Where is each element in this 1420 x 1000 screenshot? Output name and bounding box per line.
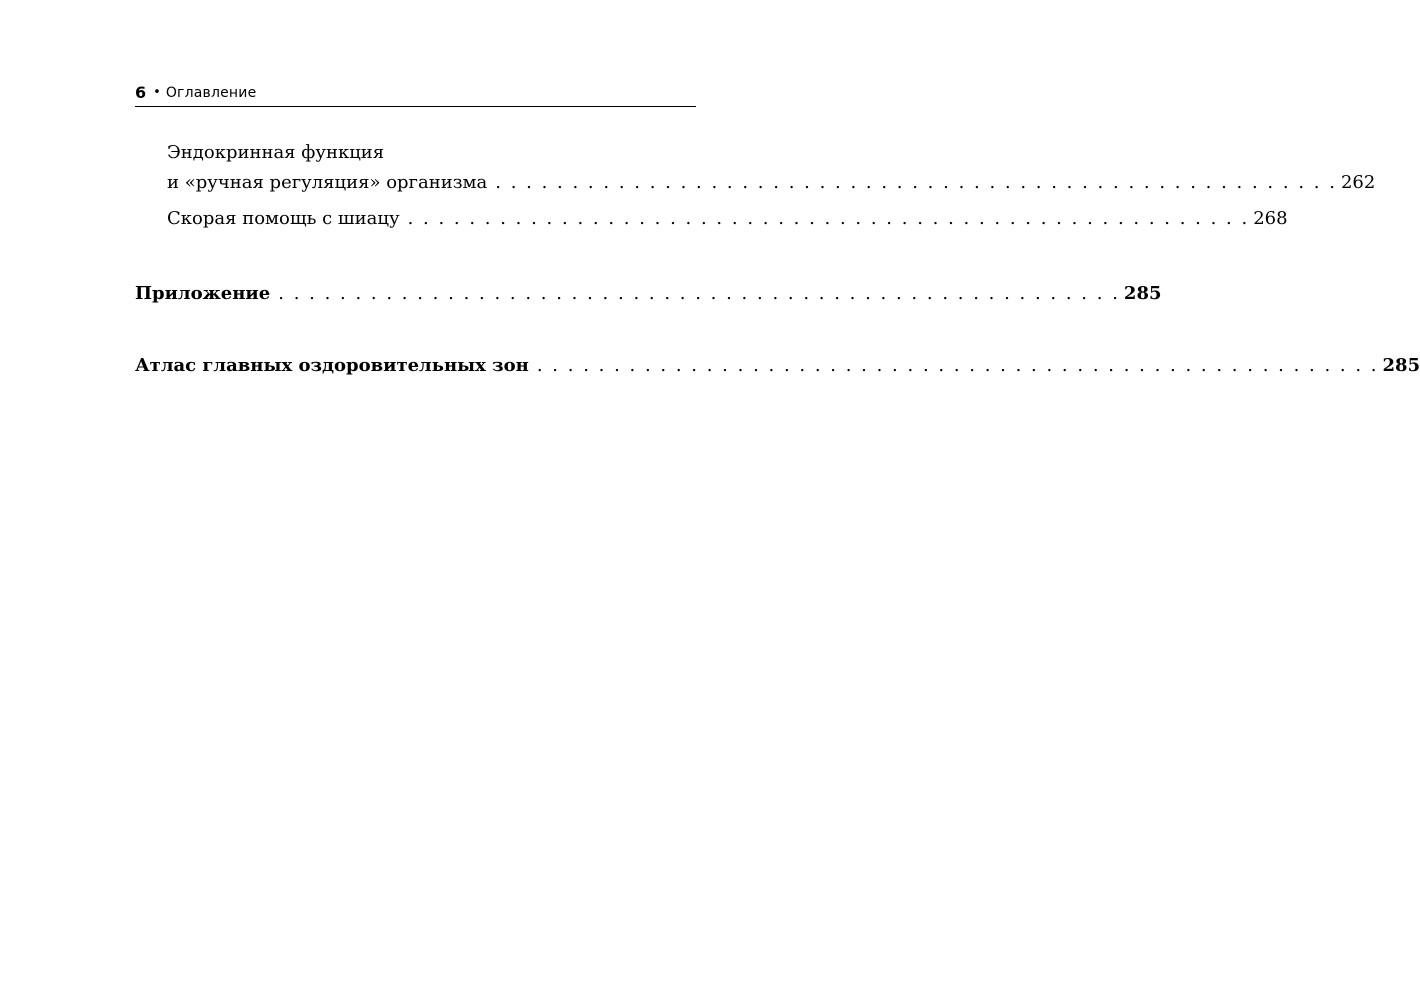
section-name: Оглавление (165, 85, 257, 101)
toc-entry-line (135, 279, 1162, 309)
toc-entry-title: и «ручная регуляция» организма (167, 172, 488, 193)
toc-entry-line (135, 351, 1420, 381)
header-rule (135, 106, 696, 107)
toc-entry-line2 (167, 168, 1376, 198)
running-header (135, 81, 696, 105)
toc-entry-title-line1 (167, 138, 696, 168)
page-number: 6 (135, 83, 147, 102)
toc-entry-page: 268 (1253, 208, 1288, 229)
dot-leader: . . . . . . . . . . . . . . . . . . . . . . . . . . . . . . . . . . . . . . . . . . . . . . . . . . . . . . . (278, 283, 1120, 304)
toc-entry-atlas (135, 351, 1420, 381)
toc-entry-endocrine (167, 138, 1376, 198)
toc-entry-title: Скорая помощь с шиацу (167, 208, 400, 229)
bullet-separator: • (153, 85, 161, 100)
dot-leader: . . . . . . . . . . . . . . . . . . . . . . . . . . . . . . . . . . . . . . . . . . . . . . . . . . . . . . . (536, 355, 1379, 376)
toc-entry-title: Приложение (135, 283, 271, 304)
toc-entry-page: 285 (1382, 355, 1420, 376)
toc-entry-page: 262 (1340, 172, 1376, 193)
toc-entry-appendix (135, 279, 1162, 309)
toc-entry-title: Эндокринная функция (167, 142, 385, 163)
dot-leader: . . . . . . . . . . . . . . . . . . . . . . . . . . . . . . . . . . . . . . . . . . . . . . . . . . . . . . . (407, 208, 1250, 229)
toc-entry-title: Атлас главных оздоровительных зон (135, 355, 529, 376)
toc-entry-line (167, 204, 1288, 234)
toc-entry-shiatsu (167, 204, 1288, 234)
toc-entry-page: 285 (1123, 283, 1162, 304)
dot-leader: . . . . . . . . . . . . . . . . . . . . . . . . . . . . . . . . . . . . . . . . . . . . . . . . . . . . . . . (495, 172, 1337, 193)
